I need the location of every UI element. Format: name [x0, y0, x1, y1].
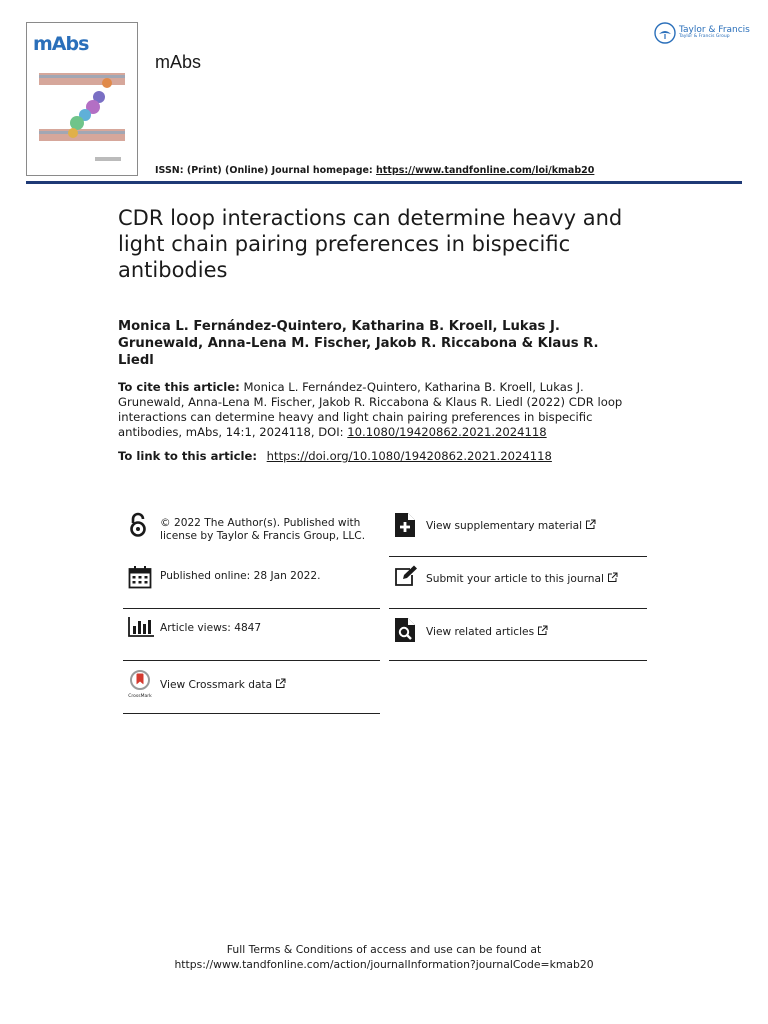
article-link-block [118, 449, 638, 464]
crossmark-icon [127, 670, 153, 699]
info-divider [389, 608, 647, 609]
license-info [123, 512, 378, 548]
supplementary-label: View supplementary material [426, 520, 583, 532]
published-date-info [123, 565, 378, 601]
info-divider [123, 660, 380, 661]
publisher-logo[interactable] [654, 22, 750, 44]
external-link-icon [607, 572, 618, 583]
link-label: To link to this article: [118, 449, 257, 463]
article-authors: Monica L. Fernández-Quintero, Katharina B. Kroell, Lukas J. Grunewald, Anna-Lena M. Fischer, Jakob R. Riccabona & Klaus R. Liedl [118, 319, 599, 368]
issn-line [155, 165, 594, 176]
edit-icon [394, 565, 418, 587]
journal-cover-image [26, 22, 138, 176]
submit-article-link[interactable] [389, 565, 647, 601]
external-link-icon [275, 678, 286, 689]
publisher-group: Taylor & Francis Group [679, 34, 730, 40]
terms-text: Full Terms & Conditions of access and use can be found at [226, 943, 542, 956]
journal-name: mAbs [155, 52, 202, 72]
article-title: CDR loop interactions can determine heavy and light chain pairing preferences in bispecific antibodies [118, 206, 623, 282]
related-label: View related articles [426, 626, 535, 638]
info-divider [123, 713, 380, 714]
open-access-icon [127, 512, 149, 538]
bar-chart-icon [128, 617, 154, 637]
terms-url: https://www.tandfonline.com/action/journalInformation?journalCode=kmab20 [174, 958, 594, 971]
cite-doi-link[interactable]: 10.1080/19420862.2021.2024118 [347, 425, 547, 439]
published-date-text: Published online: 28 Jan 2022. [160, 570, 321, 582]
external-link-icon [585, 519, 596, 530]
cite-label: To cite this article: [118, 380, 240, 394]
supplementary-material-link[interactable] [389, 512, 647, 548]
submit-label: Submit your article to this journal [426, 573, 604, 585]
citation-block [118, 380, 638, 440]
info-divider [389, 556, 647, 557]
journal-homepage-link[interactable]: https://www.tandfonline.com/loi/kmab20 [376, 165, 595, 176]
header-divider [26, 181, 742, 184]
license-text: © 2022 The Author(s). Published with license by Taylor & Francis Group, LLC. [160, 517, 366, 542]
article-views-info [123, 617, 378, 653]
info-divider [123, 608, 380, 609]
external-link-icon [537, 625, 548, 636]
related-articles-link[interactable] [389, 617, 647, 653]
supplementary-file-icon [394, 512, 416, 538]
publisher-name: Taylor & Francis [679, 24, 750, 35]
terms-footer [0, 942, 768, 972]
cite-text: Monica L. Fernández-Quintero, Katharina B. Kroell, Lukas J. Grunewald, Anna-Lena M. Fischer, Jakob R. Riccabona & Klaus R. Liedl (2022) CDR loop interactions can determine heavy and light chain pairing preferences in bispecific antibodies, mAbs, 14:1, 2024118, DOI: [118, 380, 623, 439]
cover-logo: mAbs [33, 33, 89, 55]
cover-artwork [37, 67, 129, 165]
crossmark-link[interactable] [123, 670, 378, 706]
related-search-icon [394, 617, 416, 643]
info-divider [389, 660, 647, 661]
article-views-text: Article views: 4847 [160, 622, 262, 634]
crossmark-label: View Crossmark data [160, 679, 273, 691]
crossmark-badge-icon [129, 670, 151, 690]
taylor-francis-icon [654, 22, 676, 44]
calendar-icon [128, 565, 152, 589]
crossmark-logo-text: CrossMark [128, 693, 152, 699]
issn-text: ISSN: (Print) (Online) Journal homepage: [155, 165, 373, 176]
article-doi-link[interactable]: https://doi.org/10.1080/19420862.2021.2024118 [266, 449, 552, 463]
